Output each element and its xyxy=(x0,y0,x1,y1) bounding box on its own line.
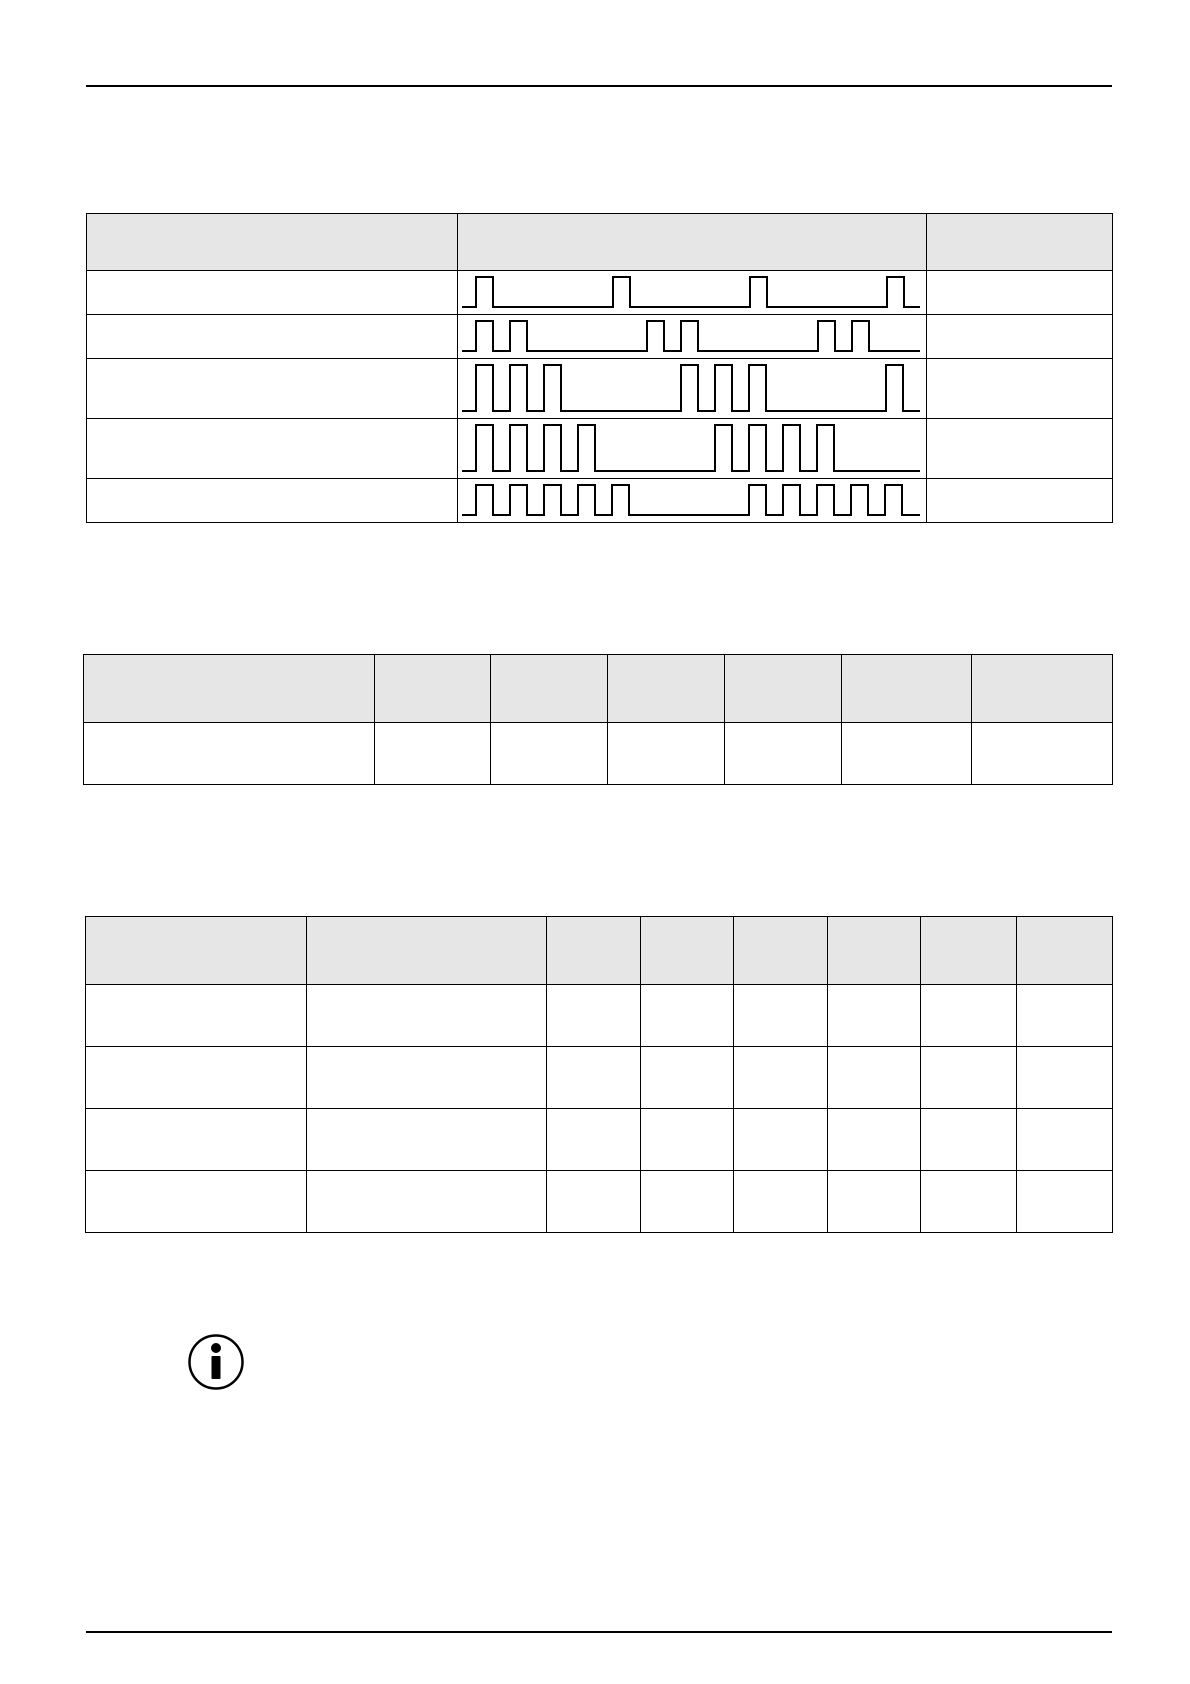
pulse-pattern-cell xyxy=(458,315,927,359)
header-cell xyxy=(458,214,927,271)
pulse-waveform xyxy=(462,318,922,354)
table-cell xyxy=(491,723,608,785)
table-cell xyxy=(734,1171,828,1233)
table-row xyxy=(86,1047,1113,1109)
table-cell xyxy=(828,1047,921,1109)
pulse-waveform xyxy=(462,482,922,518)
table-cell xyxy=(547,985,641,1047)
table-cell xyxy=(86,1171,307,1233)
table-cell xyxy=(641,1109,734,1171)
table-cell xyxy=(734,1047,828,1109)
header-rule xyxy=(86,85,1112,87)
table-cell xyxy=(87,271,458,315)
table-row xyxy=(84,723,1113,785)
header-cell xyxy=(734,917,828,985)
pulse-line xyxy=(462,485,920,515)
header-cell xyxy=(307,917,547,985)
table-header-row xyxy=(86,917,1113,985)
table-cell xyxy=(927,419,1113,479)
table-row xyxy=(87,419,1113,479)
table-cell xyxy=(927,271,1113,315)
header-cell xyxy=(828,917,921,985)
table-cell xyxy=(547,1171,641,1233)
table-cell xyxy=(641,985,734,1047)
table-cell xyxy=(375,723,491,785)
table-cell xyxy=(87,359,458,419)
table-cell xyxy=(86,985,307,1047)
table-cell xyxy=(608,723,725,785)
table-cell xyxy=(828,1171,921,1233)
table-cell xyxy=(828,1109,921,1171)
table-cell xyxy=(921,985,1017,1047)
table-cell xyxy=(972,723,1113,785)
specification-table xyxy=(85,916,1113,1233)
table-cell xyxy=(725,723,842,785)
table-header-row xyxy=(87,214,1113,271)
table-cell xyxy=(84,723,375,785)
table-cell xyxy=(1017,1171,1113,1233)
header-cell xyxy=(608,655,725,723)
header-cell xyxy=(84,655,375,723)
table-cell xyxy=(927,315,1113,359)
table-row xyxy=(86,1171,1113,1233)
pulse-line xyxy=(462,365,920,411)
table-row xyxy=(86,1109,1113,1171)
table-cell xyxy=(927,479,1113,523)
header-cell xyxy=(641,917,734,985)
header-cell xyxy=(375,655,491,723)
header-cell xyxy=(87,214,458,271)
table-cell xyxy=(641,1171,734,1233)
table-row xyxy=(86,985,1113,1047)
table-cell xyxy=(927,359,1113,419)
table-cell xyxy=(1017,1109,1113,1171)
table-cell xyxy=(734,985,828,1047)
pulse-pattern-cell xyxy=(458,359,927,419)
table-cell xyxy=(87,315,458,359)
pulse-line xyxy=(462,321,920,351)
table-cell xyxy=(307,985,547,1047)
pulse-pattern-cell xyxy=(458,479,927,523)
table-cell xyxy=(307,1109,547,1171)
table-cell xyxy=(828,985,921,1047)
parameter-table xyxy=(83,654,1113,785)
table-cell xyxy=(87,419,458,479)
table-row xyxy=(87,315,1113,359)
table-cell xyxy=(87,479,458,523)
table-cell xyxy=(641,1047,734,1109)
pulse-waveform xyxy=(462,422,922,474)
table-cell xyxy=(842,723,972,785)
table-cell xyxy=(1017,985,1113,1047)
header-cell xyxy=(547,917,641,985)
table-cell xyxy=(921,1109,1017,1171)
header-cell xyxy=(1017,917,1113,985)
table-cell xyxy=(921,1047,1017,1109)
table-row xyxy=(87,271,1113,315)
table-cell xyxy=(921,1171,1017,1233)
table-row xyxy=(87,479,1113,523)
pulse-pattern-cell xyxy=(458,419,927,479)
table-cell xyxy=(547,1109,641,1171)
pulse-waveform xyxy=(462,274,922,310)
pulse-pattern-cell xyxy=(458,271,927,315)
table-row xyxy=(87,359,1113,419)
table-cell xyxy=(1017,1047,1113,1109)
footer-rule xyxy=(86,1631,1112,1633)
header-cell xyxy=(921,917,1017,985)
table-header-row xyxy=(84,655,1113,723)
header-cell xyxy=(972,655,1113,723)
pulse-line xyxy=(462,277,920,307)
table-cell xyxy=(86,1109,307,1171)
pulse-line xyxy=(462,425,920,471)
header-cell xyxy=(842,655,972,723)
table-cell xyxy=(734,1109,828,1171)
table-cell xyxy=(547,1047,641,1109)
header-cell xyxy=(491,655,608,723)
table-cell xyxy=(307,1047,547,1109)
table-cell xyxy=(86,1047,307,1109)
pattern-table xyxy=(86,213,1113,523)
info-icon xyxy=(187,1333,245,1391)
pulse-waveform xyxy=(462,362,922,414)
header-cell xyxy=(86,917,307,985)
header-cell xyxy=(725,655,842,723)
header-cell xyxy=(927,214,1113,271)
table-cell xyxy=(307,1171,547,1233)
